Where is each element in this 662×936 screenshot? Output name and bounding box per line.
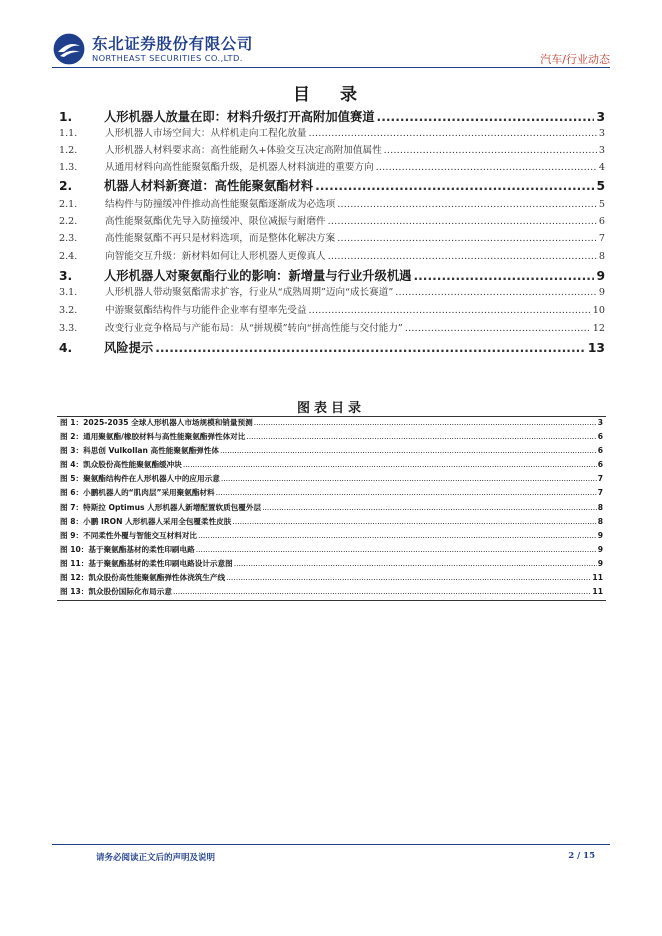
figure-entry-title: 图 5：聚氨酯结构件在人形机器人中的应用示意: [60, 474, 220, 484]
toc-entry[interactable]: [59, 176, 605, 194]
toc-entry[interactable]: [59, 284, 605, 298]
toc-entry-page: 6: [598, 216, 605, 227]
figure-dot-leader: [183, 460, 597, 469]
figure-entry[interactable]: [57, 516, 606, 530]
toc-entry-number: 1.1.: [59, 128, 78, 139]
toc-entry-number: 3.3.: [59, 323, 78, 334]
figure-dot-leader: [234, 559, 597, 568]
report-category: 汽车/行业动态: [540, 53, 610, 66]
figure-dot-leader: [173, 587, 591, 596]
toc-dot-leader: [328, 216, 597, 227]
toc-dot-leader: [155, 341, 586, 355]
toc-dot-leader: [384, 145, 597, 156]
toc-entry-title: 人形机器人带动聚氨酯需求扩容，行业从“成熟周期”迈向“成长赛道”: [105, 287, 394, 298]
toc-entry[interactable]: [59, 320, 605, 334]
company-name-cn: 东北证券股份有限公司: [92, 35, 254, 53]
figure-entry-page: 3: [597, 418, 603, 427]
toc-entry[interactable]: [59, 125, 605, 139]
toc-dot-leader: [377, 110, 595, 124]
toc-entry-page: 12: [592, 323, 605, 334]
toc-entry-title: 从通用材料向高性能聚氨酯升级，是机器人材料演进的重要方向: [105, 162, 374, 173]
figure-entry-title: 图 2：通用聚氨酯/橡胶材料与高性能聚氨酯弹性体对比: [60, 432, 246, 442]
company-name-en: NORTHEAST SECURITIES CO.,LTD.: [92, 53, 243, 63]
figure-entry[interactable]: [57, 586, 606, 600]
figure-dot-leader: [220, 446, 597, 455]
toc-entry-title: 人形机器人对聚氨酯行业的影响：新增量与行业升级机遇: [104, 269, 412, 283]
figure-dot-leader: [262, 503, 597, 512]
toc-entry-number: 3.2.: [59, 305, 78, 316]
toc-dot-leader: [308, 305, 590, 316]
toc-dot-leader: [315, 179, 594, 193]
figure-entry[interactable]: [57, 530, 606, 544]
toc-entry-title: 风险提示: [104, 341, 154, 355]
figure-entry[interactable]: [57, 445, 606, 459]
figure-entry-page: 9: [597, 530, 603, 540]
figure-entry[interactable]: [57, 459, 606, 473]
figure-dot-leader: [246, 432, 596, 441]
toc-entry-page: 13: [587, 341, 605, 355]
toc-entry-number: 1.3.: [59, 162, 78, 173]
figure-entry-page: 8: [597, 502, 603, 512]
figure-entry-page: 9: [597, 558, 603, 568]
toc-entry-title: 人形机器人市场空间大：从样机走向工程化放量: [105, 128, 307, 139]
figure-list: [57, 416, 606, 601]
toc-entry[interactable]: [59, 142, 605, 156]
figure-entry-page: 7: [597, 488, 603, 498]
figure-entry-title: 图 12：凯众股份高性能聚氨酯弹性体浇筑生产线: [60, 573, 226, 583]
toc-entry-page: 3: [598, 128, 605, 139]
toc-dot-leader: [413, 269, 594, 283]
toc-entry-number: 2.4.: [59, 251, 78, 262]
toc-entry-title: 高性能聚氨酯优先导入防撞缓冲、限位减振与耐磨件: [105, 216, 326, 227]
toc-entry[interactable]: [59, 159, 605, 173]
footer-divider: [52, 844, 610, 845]
figure-dot-leader: [226, 573, 591, 582]
toc-entry-page: 5: [598, 199, 605, 210]
toc-entry-number: 2.1.: [59, 199, 78, 210]
toc-entry-title: 向智能交互升级：新材料如何让人形机器人更像真人: [105, 251, 326, 262]
toc-entry[interactable]: [59, 196, 605, 210]
figure-entry-title: 图 3：科思创 Vulkollan 高性能聚氨酯弹性体: [60, 446, 219, 456]
toc-dot-leader: [308, 128, 596, 139]
figure-entry-title: 图 4：凯众股份高性能聚氨酯缓冲块: [60, 460, 182, 470]
figure-dot-leader: [196, 545, 597, 554]
figure-entry-title: 图 13：凯众股份国际化布局示意: [60, 587, 172, 597]
figure-entry-page: 6: [597, 432, 603, 442]
figure-entry[interactable]: [57, 487, 606, 501]
figure-entry-title: 图 1：2025-2035 全球人形机器人市场规模和销量预测: [60, 418, 253, 427]
company-logo-icon: [52, 32, 86, 66]
toc-dot-leader: [337, 233, 597, 244]
figure-entry-page: 6: [597, 460, 603, 470]
figure-entry-title: 图 10：基于聚氨酯基材的柔性印刷电路: [60, 544, 195, 554]
figure-entry-page: 6: [597, 446, 603, 456]
toc-entry-number: 2.: [59, 179, 73, 193]
toc-entry-page: 4: [598, 162, 605, 173]
toc-entry-page: 9: [596, 269, 605, 283]
figure-dot-leader: [232, 517, 596, 526]
toc-entry[interactable]: [59, 338, 605, 356]
figure-entry[interactable]: [57, 417, 606, 431]
toc-dot-leader: [328, 251, 597, 262]
toc-entry-page: 9: [598, 287, 605, 298]
toc-entry-page: 7: [598, 233, 605, 244]
figure-entry-page: 9: [597, 544, 603, 554]
toc-entry-title: 高性能聚氨酯不再只是材料选项，而是整体化解决方案: [105, 233, 336, 244]
toc-dot-leader: [405, 323, 591, 334]
figure-entry-page: 8: [597, 516, 603, 526]
toc-dot-leader: [395, 287, 597, 298]
page-header: [52, 32, 610, 66]
toc-entry[interactable]: [59, 213, 605, 227]
toc-entry[interactable]: [59, 107, 605, 125]
toc-entry-page: 5: [596, 179, 605, 193]
toc-entry-page: 3: [598, 145, 605, 156]
figure-entry-title: 图 6：小鹏机器人的“肌肉层”采用聚氨酯材料: [60, 488, 215, 498]
toc-entry-page: 10: [592, 305, 605, 316]
footer-disclaimer: 请务必阅读正文后的声明及说明: [96, 853, 216, 863]
figure-dot-leader: [198, 531, 597, 540]
toc-entry-title: 机器人材料新赛道：高性能聚氨酯材料: [104, 179, 314, 193]
figure-dot-leader: [216, 488, 597, 497]
toc-entry[interactable]: [59, 266, 605, 284]
toc-title: 目 录: [293, 85, 369, 105]
figure-dot-leader: [254, 418, 597, 427]
toc-entry-number: 2.2.: [59, 216, 78, 227]
figure-entry[interactable]: [57, 431, 606, 445]
figure-entry[interactable]: [57, 473, 606, 487]
header-divider: [52, 67, 610, 68]
figure-list-title: 图表目录: [296, 401, 365, 416]
toc-entry-page: 3: [596, 110, 605, 124]
figure-entry-page: 7: [597, 474, 603, 484]
toc-entry-number: 4.: [59, 341, 73, 355]
toc-entry-page: 8: [598, 251, 605, 262]
toc-entry-number: 3.: [59, 269, 73, 283]
figure-entry[interactable]: [57, 572, 606, 586]
toc-entry[interactable]: [59, 302, 605, 316]
toc-entry-title: 人形机器人材料要求高：高性能耐久+体验交互决定高附加值属性: [105, 145, 382, 156]
figure-entry-title: 图 8：小鹏 IRON 人形机器人采用全包覆柔性皮肤: [60, 516, 232, 526]
figure-entry-title: 图 11：基于聚氨酯基材的柔性印刷电路设计示意图: [60, 558, 233, 568]
figure-entry-page: 11: [592, 573, 603, 583]
figure-entry-page: 11: [592, 587, 603, 597]
toc-entry[interactable]: [59, 248, 605, 262]
toc-entry-number: 3.1.: [59, 287, 78, 298]
figure-entry[interactable]: [57, 558, 606, 572]
toc-entry-title: 中游聚氨酯结构件与功能件企业率有望率先受益: [105, 305, 307, 316]
figure-dot-leader: [221, 474, 597, 483]
toc-dot-leader: [376, 162, 597, 173]
figure-entry-title: 图 7：特斯拉 Optimus 人形机器人新增配置软质包覆外层: [60, 502, 262, 512]
toc-entry-number: 2.3.: [59, 233, 78, 244]
page-number: 2 / 15: [568, 851, 595, 861]
toc-entry-title: 人形机器人放量在即：材料升级打开高附加值赛道: [104, 110, 375, 124]
figure-entry[interactable]: [57, 502, 606, 516]
toc-entry-number: 1.2.: [59, 145, 78, 156]
toc-entry-title: 改变行业竞争格局与产能布局：从“拼规模”转向“拼高性能与交付能力”: [105, 323, 403, 334]
figure-entry-title: 图 9：不同柔性外覆与智能交互材料对比: [60, 530, 198, 540]
toc-entry-number: 1.: [59, 110, 73, 124]
figure-entry[interactable]: [57, 544, 606, 558]
toc-entry-title: 结构件与防撞缓冲件推动高性能聚氨酯逐渐成为必选项: [105, 199, 336, 210]
toc-dot-leader: [337, 199, 597, 210]
toc-entry[interactable]: [59, 230, 605, 244]
